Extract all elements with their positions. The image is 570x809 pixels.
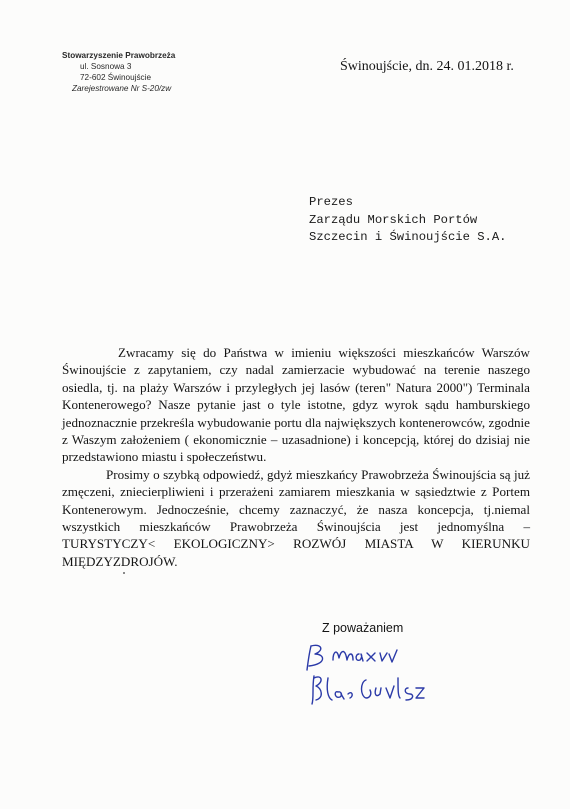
letter-body bbox=[62, 344, 530, 570]
date-line: Świnoujście, dn. 24. 01.2018 r. bbox=[340, 59, 514, 74]
recipient-block bbox=[309, 194, 506, 247]
recipient-line-3: Szczecin i Świnoujście S.A. bbox=[309, 230, 507, 244]
stamp-street: ul. Sosnowa 3 bbox=[80, 62, 132, 71]
stamp-postal-city: 72-602 Świnoujście bbox=[80, 73, 152, 82]
body-paragraph-1: Zwracamy się do Państwa w imieniu większości mieszkańców Warszów Świnoujście z zapytaniem, czy nadal zamierzacie wybudować na terenie naszego osiedla, tj. na plaży Warszów i przyległych jej lasów (teren" Natura 2000") Terminala Kontenerowego? Nasze pytanie jast o tyle istotne, gdyz wyrok sądu hamburskiego jednoznacznie przekreśla wybudowanie portu dla największych kontenerowców, zgodnie z Waszym założeniem ( ekonomicznie – uzasadnione) i koncepcją, której do dzisiaj nie przedstawiono miastu i społeczeństwu. bbox=[62, 345, 530, 465]
stamp-org-name: Stowarzyszenie Prawobrzeża bbox=[62, 51, 176, 60]
scan-speck bbox=[123, 572, 125, 574]
recipient-line-1: Prezes bbox=[309, 195, 353, 209]
closing-salutation: Z poważaniem bbox=[322, 621, 404, 635]
stamp-registration: Zarejestrowane Nr S-20/zw bbox=[72, 84, 172, 93]
handwritten-signature-2 bbox=[308, 672, 428, 708]
body-paragraph-2: Prosimy o szybką odpowiedź, gdyż mieszkańcy Prawobrzeża Świnoujścia są już zmęczeni, zniecierpliwieni i przerażeni zamiarem mieszkania w sąsiedztwie z Portem Kontenerowym. Jednocześnie, chcemy zaznaczyć, że nasza koncepcja, tj.niemal wszystkich mieszkańców Prawobrzeża Świnoujścia jest jednomyślna – TURYSTYCZY< EKOLOGICZNY> ROZWÓJ MIASTA W KIERUNKU MIĘDZYZDROJÓW. bbox=[62, 466, 530, 569]
recipient-line-2: Zarządu Morskich Portów bbox=[309, 212, 478, 227]
organization-stamp bbox=[62, 50, 182, 94]
handwritten-signature-1 bbox=[303, 640, 413, 674]
